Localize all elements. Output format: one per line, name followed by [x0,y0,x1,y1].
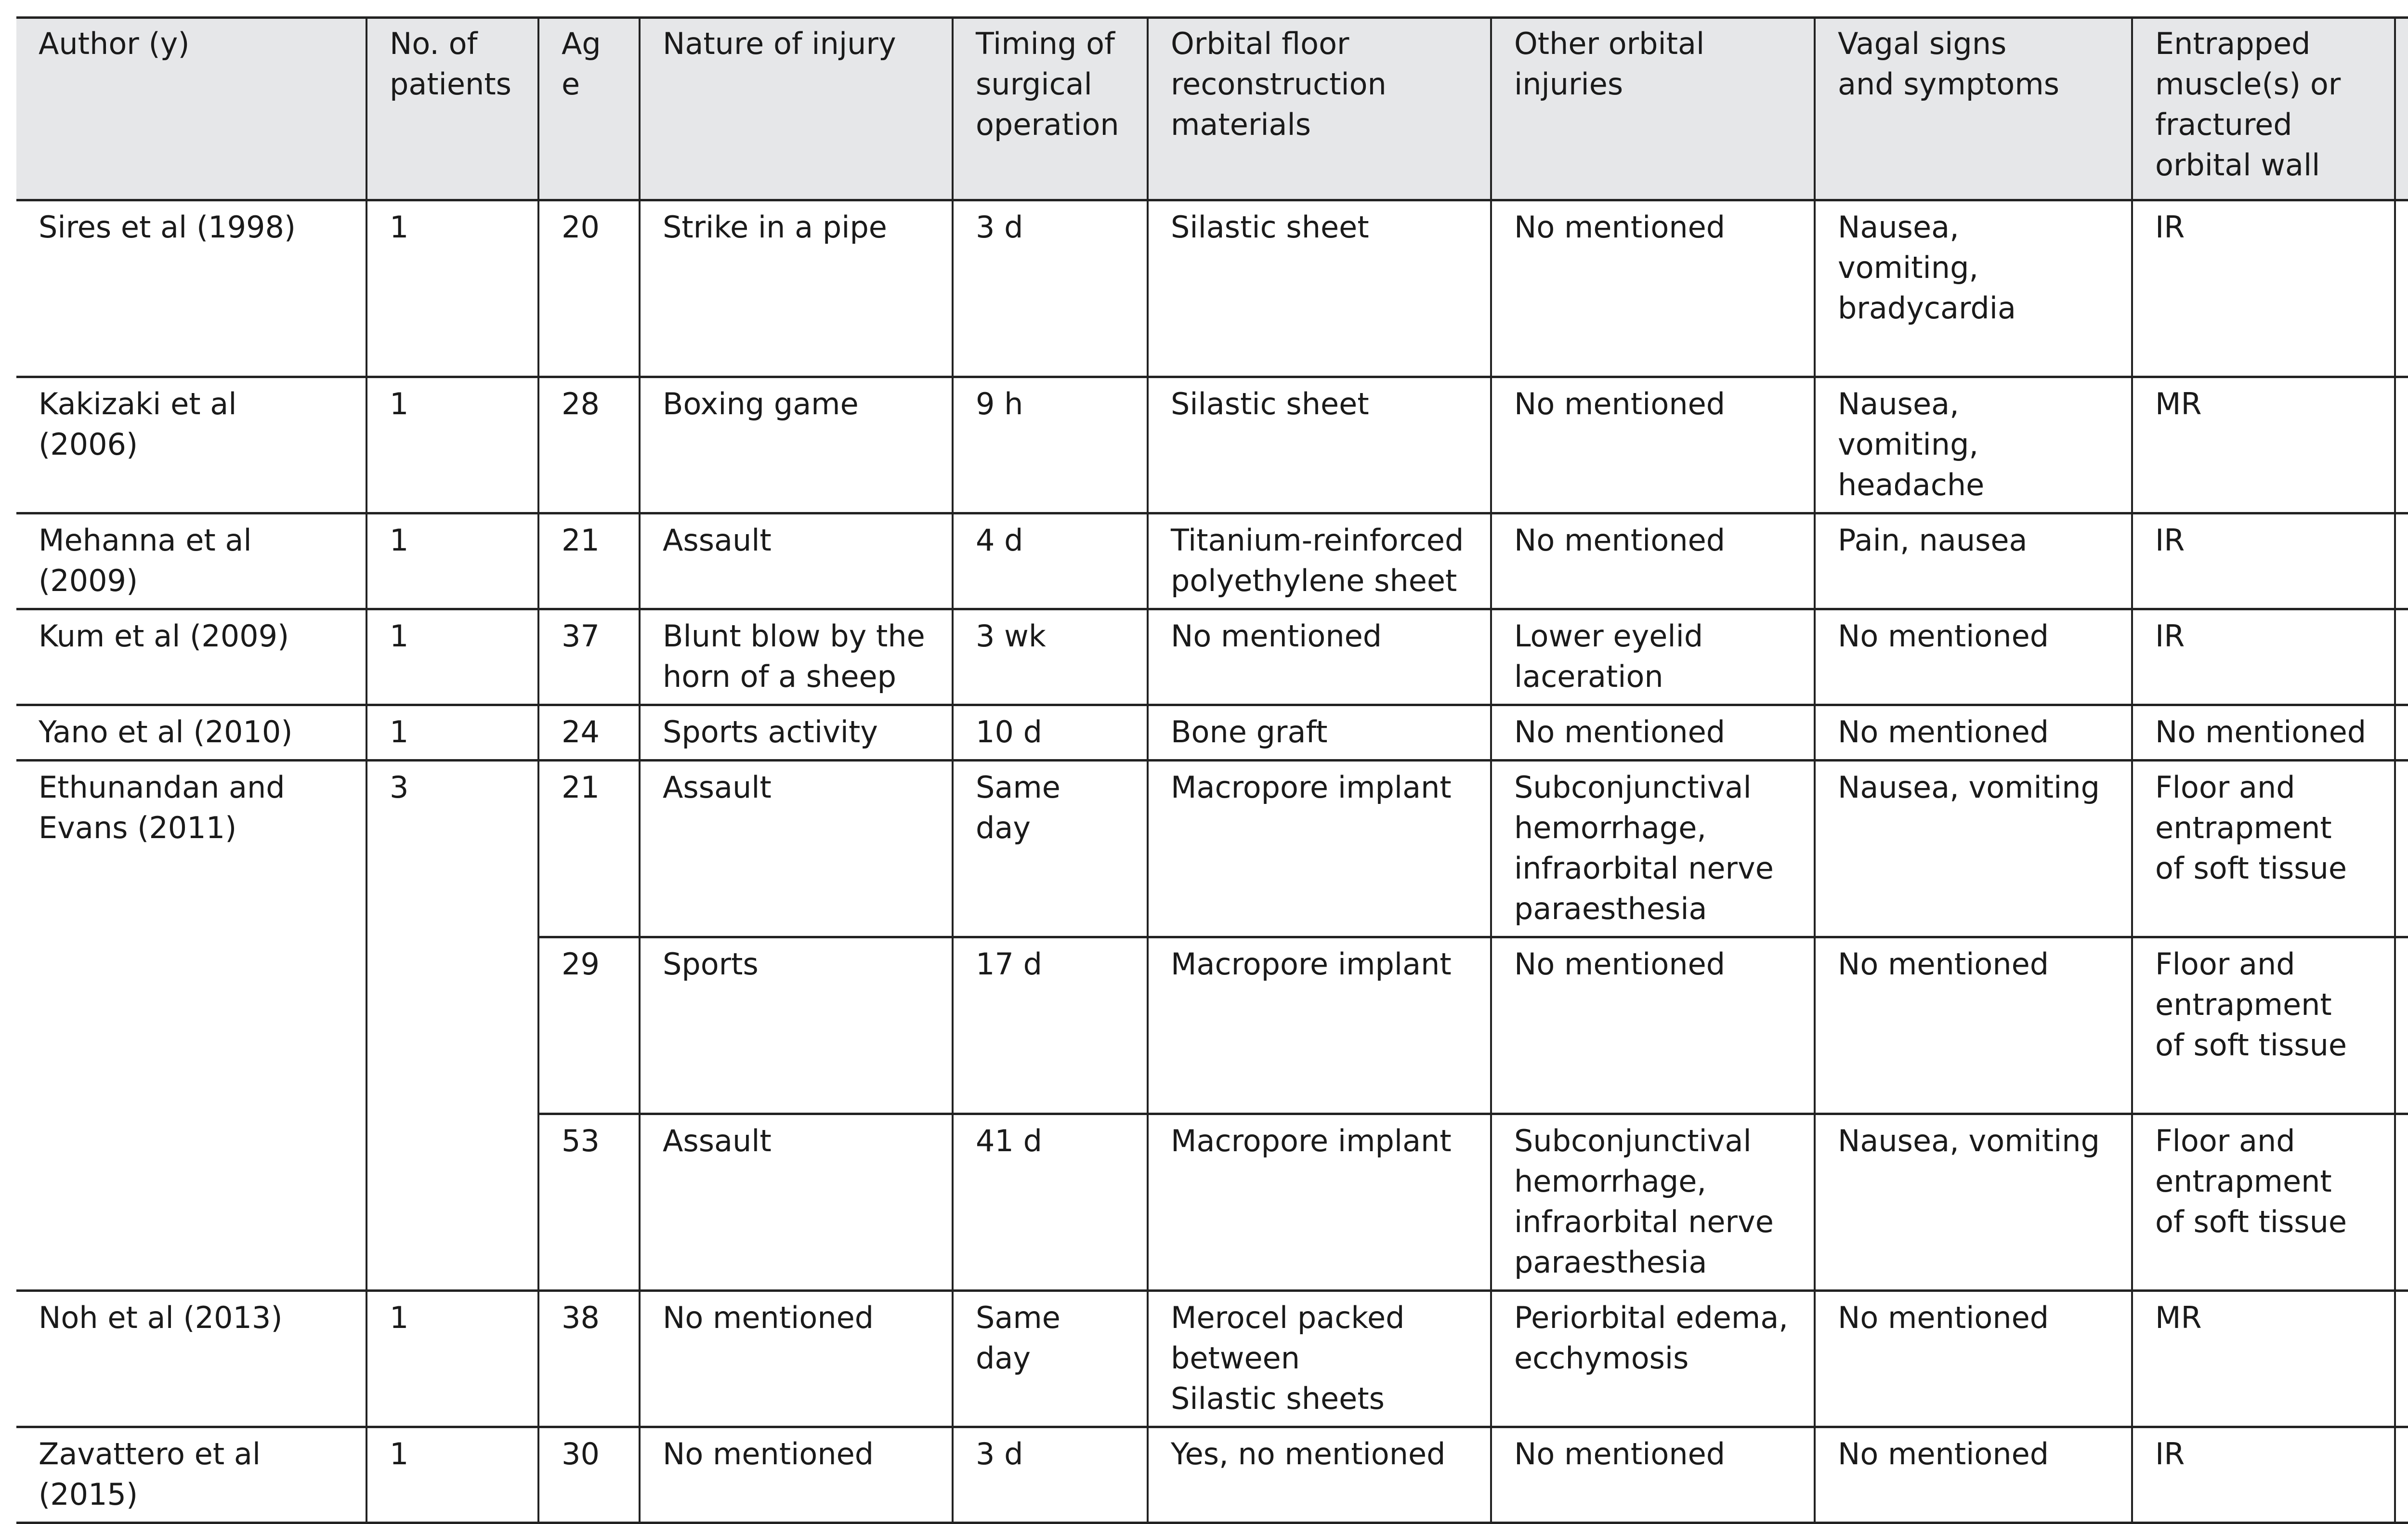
table-row [16,761,2408,937]
cell-other-injuries: No mentioned [1491,513,1815,609]
cell-author: Mehanna et al (2009) [16,513,366,609]
header-muscle: Entrapped muscle(s) or fractured orbital wall [2132,18,2395,200]
cell-muscle: IR [2132,1427,2395,1523]
cell-other-injuries: No mentioned [1491,377,1815,513]
cell-outcome [2395,1427,2408,1523]
cell-outcome [2395,705,2408,761]
cell-author: Kakizaki et al (2006) [16,377,366,513]
header-injury: Nature of injury [640,18,953,200]
cell-age: 29 [538,937,640,1114]
cell-vagal: No mentioned [1815,937,2132,1114]
cell-vagal: No mentioned [1815,609,2132,705]
cell-injury: Assault [640,513,953,609]
cell-patients: 1 [366,1291,538,1427]
cell-age: 37 [538,609,640,705]
table-row [16,513,2408,609]
cell-patients: 1 [366,513,538,609]
cell-injury: No mentioned [640,1427,953,1523]
cell-author: Yano et al (2010) [16,705,366,761]
cell-age: 30 [538,1427,640,1523]
cell-author: Zavattero et al (2015) [16,1427,366,1523]
cell-outcome [2395,937,2408,1114]
cell-timing: 17 d [953,937,1148,1114]
header-timing: Timing of surgical operation [953,18,1148,200]
table-row [16,377,2408,513]
cell-patients: 1 [366,377,538,513]
cell-patients: 1 [366,609,538,705]
cell-muscle: IR [2132,609,2395,705]
cell-age: 28 [538,377,640,513]
cell-injury: Boxing game [640,377,953,513]
cell-materials: Macropore implant [1148,1114,1491,1291]
cell-patients: 1 [366,705,538,761]
header-other-injuries: Other orbital injuries [1491,18,1815,200]
cell-materials: Yes, no mentioned [1148,1427,1491,1523]
cell-vagal: No mentioned [1815,1291,2132,1427]
cell-vagal: Nausea, vomiting, bradycardia [1815,200,2132,377]
table-row [16,200,2408,377]
cell-timing: Same day [953,1291,1148,1427]
cell-injury: Blunt blow by the horn of a sheep [640,609,953,705]
header-author: Author (y) [16,18,366,200]
cell-materials: Silastic sheet [1148,200,1491,377]
cell-author: Ethunandan and Evans (2011) [16,761,366,1291]
cell-timing: 3 wk [953,609,1148,705]
cell-author: Kum et al (2009) [16,609,366,705]
cell-materials: Macropore implant [1148,937,1491,1114]
case-reports-table [16,16,2408,1524]
cell-timing: 3 d [953,1427,1148,1523]
cell-materials: Bone graft [1148,705,1491,761]
cell-outcome [2395,1291,2408,1427]
cell-other-injuries: No mentioned [1491,1427,1815,1523]
table-row [16,705,2408,761]
header-patients: No. of patients [366,18,538,200]
cell-vagal: No mentioned [1815,705,2132,761]
cell-injury: Assault [640,1114,953,1291]
cell-other-injuries: No mentioned [1491,937,1815,1114]
cell-timing: Same day [953,761,1148,937]
cell-timing: 3 d [953,200,1148,377]
cell-other-injuries: No mentioned [1491,200,1815,377]
cell-materials: Merocel packed between Silastic sheets [1148,1291,1491,1427]
cell-injury: Sports [640,937,953,1114]
cell-muscle: Floor and entrapment of soft tissue [2132,761,2395,937]
cell-materials: Silastic sheet [1148,377,1491,513]
table-row [16,1427,2408,1523]
cell-injury: Sports activity [640,705,953,761]
cell-muscle: Floor and entrapment of soft tissue [2132,1114,2395,1291]
header-age: Age [538,18,640,200]
cell-muscle: MR [2132,1291,2395,1427]
cell-other-injuries: Periorbital edema, ecchymosis [1491,1291,1815,1427]
cell-age: 21 [538,761,640,937]
cell-author: Sires et al (1998) [16,200,366,377]
cell-timing: 10 d [953,705,1148,761]
cell-age: 21 [538,513,640,609]
cell-vagal: Nausea, vomiting, headache [1815,377,2132,513]
cell-age: 20 [538,200,640,377]
cell-outcome [2395,200,2408,377]
cell-vagal: Pain, nausea [1815,513,2132,609]
cell-injury: No mentioned [640,1291,953,1427]
cell-vagal: No mentioned [1815,1427,2132,1523]
cell-outcome [2395,513,2408,609]
cell-muscle: MR [2132,377,2395,513]
case-table-container [16,16,2408,1524]
cell-materials: Titanium-reinforced polyethylene sheet [1148,513,1491,609]
cell-timing: 9 h [953,377,1148,513]
cell-patients: 3 [366,761,538,1291]
cell-timing: 4 d [953,513,1148,609]
cell-muscle: No mentioned [2132,705,2395,761]
cell-patients: 1 [366,200,538,377]
cell-other-injuries: No mentioned [1491,705,1815,761]
cell-patients: 1 [366,1427,538,1523]
cell-age: 24 [538,705,640,761]
cell-outcome [2395,761,2408,937]
header-row [16,18,2408,200]
cell-vagal: Nausea, vomiting [1815,761,2132,937]
table-row [16,1291,2408,1427]
cell-other-injuries: Subconjunctival hemorrhage, infraorbital nerve paraesthesia [1491,761,1815,937]
cell-materials: Macropore implant [1148,761,1491,937]
cell-materials: No mentioned [1148,609,1491,705]
cell-muscle: IR [2132,200,2395,377]
cell-outcome [2395,609,2408,705]
header-outcome [2395,18,2408,200]
cell-age: 53 [538,1114,640,1291]
cell-other-injuries: Subconjunctival hemorrhage, infraorbital nerve paraesthesia [1491,1114,1815,1291]
cell-injury: Assault [640,761,953,937]
cell-vagal: Nausea, vomiting [1815,1114,2132,1291]
cell-muscle: IR [2132,513,2395,609]
cell-age: 38 [538,1291,640,1427]
cell-muscle: Floor and entrapment of soft tissue [2132,937,2395,1114]
cell-author: Noh et al (2013) [16,1291,366,1427]
cell-outcome [2395,1114,2408,1291]
cell-other-injuries: Lower eyelid laceration [1491,609,1815,705]
cell-injury: Strike in a pipe [640,200,953,377]
cell-timing: 41 d [953,1114,1148,1291]
cell-outcome [2395,377,2408,513]
table-row [16,609,2408,705]
header-materials: Orbital floor reconstruction materials [1148,18,1491,200]
header-vagal: Vagal signs and symptoms [1815,18,2132,200]
